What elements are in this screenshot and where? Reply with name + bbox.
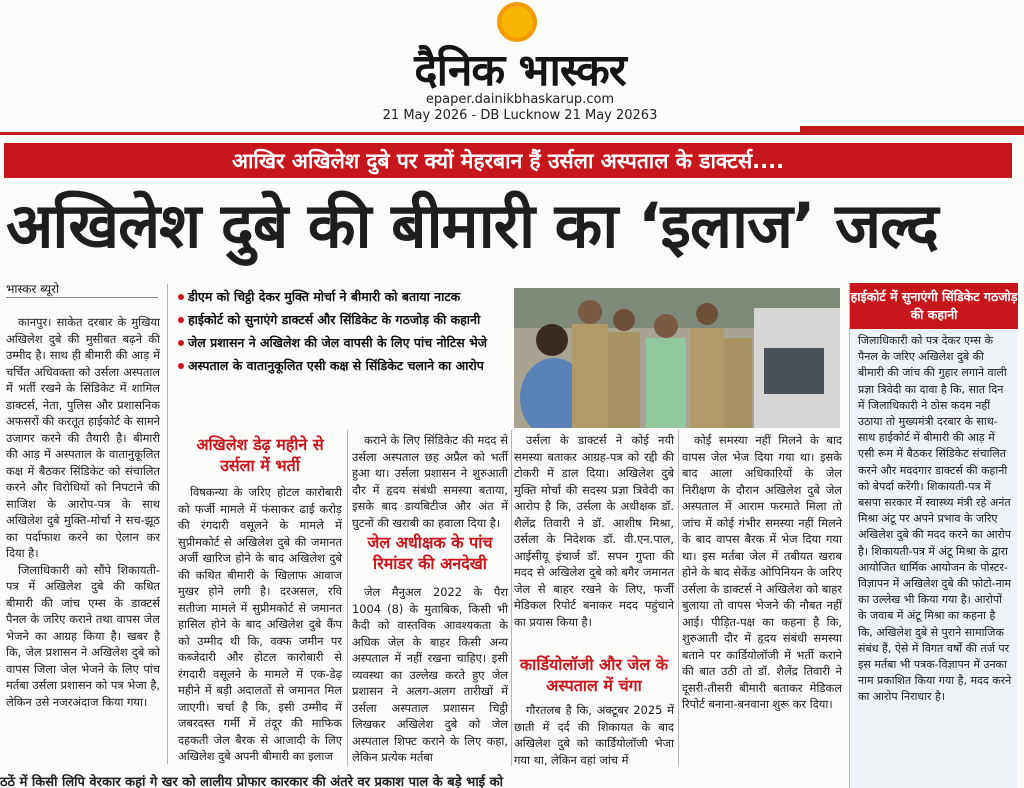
subheading-jail-reminders: जेल अधीक्षक के पांच रिमांडर की अनदेखी [367,533,493,573]
column-divider [167,284,168,764]
sidebar-box [849,283,1017,788]
headline: अखिलेश दुबे की बीमारी का ‘इलाज’ जल्द [6,189,938,262]
sun-logo-icon [497,2,537,42]
article-column-3b [352,584,508,766]
masthead [0,0,1024,128]
article-column-4 [514,432,674,630]
subheading-admitted: अखिलेश डेढ़ महीने से उर्सला में भर्ती [196,435,324,475]
highlight-item: जेल प्रशासन ने अखिलेश की जेल वापसी के लिए पांच नोटिस भेजे [178,334,508,351]
article-paragraph: जेल मैनुअल 2022 के पैरा 1004 (8) के मुताबिक, किसी भी कैदी को वास्तविक आवश्यकता के अधिक जेल के बाहर किसी अन्य अस्पताल में नहीं रखना चाहिए। इसी व्यवस्था का उल्लेख करते हुए जेल प्रशासन ने अलग-अलग तारीखों में उर्सला अस्पताल प्रशासन चिट्ठी लिखकर अखिलेश दुबे को जेल अस्पताल शिफ्ट कराने के लिए कहा, लेकिन प्रत्येक मर्तबा [352,585,508,764]
article-column-2 [178,484,342,765]
highlights-list [178,288,508,380]
sidebar-title: हाईकोर्ट में सुनाएंगी सिंडिकेट गठजोड़ की कहानी [850,283,1018,329]
column-divider [511,430,512,766]
epaper-url[interactable]: epaper.dainikbhaskarup.com [425,92,615,107]
next-article-strip: ठठें में किसी लिपि वेरकार कहां गे खर को लालीय प्रोफार कारकार की अंतरे वर प्रकाश पाल के बड़े भाई को [0,775,503,788]
subheading-cardiology: कार्डियोलॉजी और जेल के अस्पताल में चंगा [519,655,669,695]
article-paragraph: गौरतलब है कि, अक्टूबर 2025 में छाती में दर्द की शिकायत के बाद अखिलेश दुबे को कार्डियोलॉजी भेजा गया था, लेकिन वहां जांच में [514,703,674,767]
masthead-rule [0,132,1024,135]
kicker-band [4,143,1012,178]
article-paragraph: विषकन्या के जरिए होटल कारोबारी को फर्जी मामले में फंसाकर ढाई करोड़ की रंगदारी वसूलने के मामले में सुप्रीमकोर्ट से अखिलेश दुबे की जमानत अर्जी खारिज होने के बाद अखिलेश दुबे की कथित बीमारी के खिलाफ आवाज मुखर होने लगी है। दरअसल, रवि सतीजा मामले में सुप्रीमकोर्ट से जमानत हासिल होने के बाद अखिलेश दुबे कैंप को उम्मीद थी कि, वक्फ जमीन पर कब्जेदारी और होटल कारोबारी से रंगदारी वसूलने के मामले में एक-डेढ़ महीने में बड़ी अदालतों से जमानत मिल जाएगी। चर्चा है कि, इसी उम्मीद में जबरदस्त गर्मी में तंदूर की माफिक दहकती जेल बैरक से आजादी के लिए अखिलेश दुबे अपनी बीमारी का इलाज [178,485,342,763]
article-column-1 [6,314,160,710]
article-paragraph: उर्सला के डाक्टर्स ने कोई नयी समस्या बताकर आग्रह-पत्र को रद्दी की टोकरी में डाल दिया। अखिलेश दुबे मुक्ति मोर्चा की सदस्य प्रज्ञा त्रिवेदी का आरोप है कि, उर्सला के अधीक्षक डॉ. शैलेंद्र तिवारी ने डॉ. आशीष मिश्रा, उर्सला के निदेशक डॉ. वी.एन.पाल, आईसीयू इंचार्ज डॉ. सपन गुप्ता की मदद से अखिलेश दुबे को बगैर जमानत जेल से बाहर रखने के लिए, फर्जी मेडिकल रिपोर्ट बनाकर मदद पहुंचाने का प्रयास किया है। [514,433,674,629]
highlight-item: अस्पताल के वातानुकूलित एसी कक्ष से सिंडिकेट चलाने का आरोप [178,357,508,374]
article-column-5 [682,432,842,713]
sidebar-body: जिलाधिकारी को पत्र देकर एम्स के पैनल के जरिए अखिलेश दुबे की बीमारी की जांच की गुहार लगाने वाली प्रज्ञा त्रिवेदी का दावा है कि, सात दिन में जिलाधिकारी ने ठोस कदम नहीं उठाया तो मुख्यमंत्री दरबार के साथ-साथ हाईकोर्ट में बीमारी की आड़ में एसी रूम में बैठकर सिंडिकेट संचालित करने और मददगार डाक्टर्स की कहानी को बेपर्दा करेंगी। शिकायती-पत्र में बसपा सरकार में स्वास्थ्य मंत्री रहे अनंत मिश्रा अंटू पर अपने प्रभाव के जरिए अखिलेश दुबे की मदद करने का आरोप है। शिकायती-पत्र में अंटू मिश्रा के द्वारा आयोजित धार्मिक आयोजन के पोस्टर-विज्ञापन में अखिलेश दुबे की फोटो-नाम का उल्लेख भी किया गया है। आरोपों के जवाब में अंटू मिश्रा का कहना है कि, अखिलेश दुबे से पुराने सामाजिक संबंध हैं, ऐसे में विगत वर्षों की तर्ज पर इस मर्तबा भी पत्रक-विज्ञापन में उनका नाम प्रकाशित किया गया है, मदद करने का आरोप निराधार है। [858,334,1012,704]
edition-line: 21 May 2026 - DB Lucknow 21 May 20263 [382,108,658,123]
news-photo [514,288,840,428]
article-paragraph: जिलाधिकारी को सौंपे शिकायती-पत्र में अखिलेश दुबे की कथित बीमारी की जांच एम्स के डाक्टर्स पैनल के जरिए कराने तथा वापस जेल भेजने का आग्रह किया है। खबर है कि, जेल प्रशासन ने अखिलेश दुबे को वापस जिला जेल भेजने के लिए पांच मर्तबा उर्सला प्रशासन को पत्र भेजा है, लेकिन उसे नजरअंदाज किया गया। [6,562,160,709]
article-column-4b [514,702,674,768]
byline: भास्कर ब्यूरो [6,282,60,296]
kicker-text: आखिर अखिलेश दुबे पर क्यों मेहरबान हैं उर्सला अस्पताल के डाक्टर्स.... [231,149,785,173]
highlight-item: डीएम को चिट्ठी देकर मुक्ति मोर्चा ने बीमारी को बताया नाटक [178,288,508,305]
column-divider [678,430,679,766]
article-paragraph: कराने के लिए सिंडिकेट की मदद से उर्सला अस्पताल छह अप्रैल को भर्ती हुआ था। उर्सला प्रशासन ने शुरुआती दौर में हृदय संबंधी समस्या बताया, इसके बाद डायबिटीज और अंत में घुटनों की खराबी का हवाला दिया है। [352,433,508,530]
highlight-item: हाईकोर्ट को सुनाएंगे डाक्टर्स और सिंडिकेट के गठजोड़ की कहानी [178,311,508,328]
article-column-3 [352,432,508,531]
police-escort-photo [514,288,840,428]
newspaper-logo: दैनिक भास्कर [414,45,626,96]
column-divider [347,430,348,766]
byline-rule [6,297,158,298]
article-paragraph: कानपुर। साकेत दरबार के मुखिया अखिलेश दुबे की मुसीबत बढ़ने की उम्मीद है। साथ ही बीमारी की आड़ में चर्चित अधिवक्ता को उर्सला अस्पताल में भर्ती रखने के सिंडिकेट में शामिल डाक्टर्स, नेता, पुलिस और प्रशासनिक अफसरों की करतूत हाईकोर्ट के सामने उजागर करने की तैयारी है। बीमारी की आड़ में अस्पताल के वातानुकूलित कक्ष में बैठकर सिंडिकेट को संचालित करने और विरोधियों को निपटाने की साजिश के आरोप-पत्र के साथ अखिलेश दुबे मुक्ति-मोर्चा ने सच-झूठ का पर्दाफाश करने का ऐलान कर दिया है। [6,315,160,560]
article-paragraph: कोई समस्या नहीं मिलने के बाद वापस जेल भेज दिया गया था। इसके बाद आला अधिकारियों के जेल निरीक्षण के दौरान अखिलेश दुबे जेल अस्पताल में आराम फरमाते मिला तो जांच में कोई गंभीर समस्या नहीं मिलने के बाद वापस बैरक में भेज दिया गया था। इस मर्तबा जेल में तबीयत खराब होने के बाद सेकेंड ओपिनियन के जरिए उर्सला के डाक्टर्स ने अखिलेश को बाहर बुलाया तो वापस भेजने की नौबत नहीं आई। पीड़ित-पक्ष का कहना है कि, शुरुआती दौर में हृदय संबंधी समस्या बताने पर कार्डियोलॉजी में भर्ती कराने की बात उठी तो डॉ. शैलेंद्र तिवारी ने दूसरी-तीसरी बीमारी बताकर मेडिकल रिपोर्ट बनाना-बनवाना शुरू कर दिया। [682,433,842,711]
